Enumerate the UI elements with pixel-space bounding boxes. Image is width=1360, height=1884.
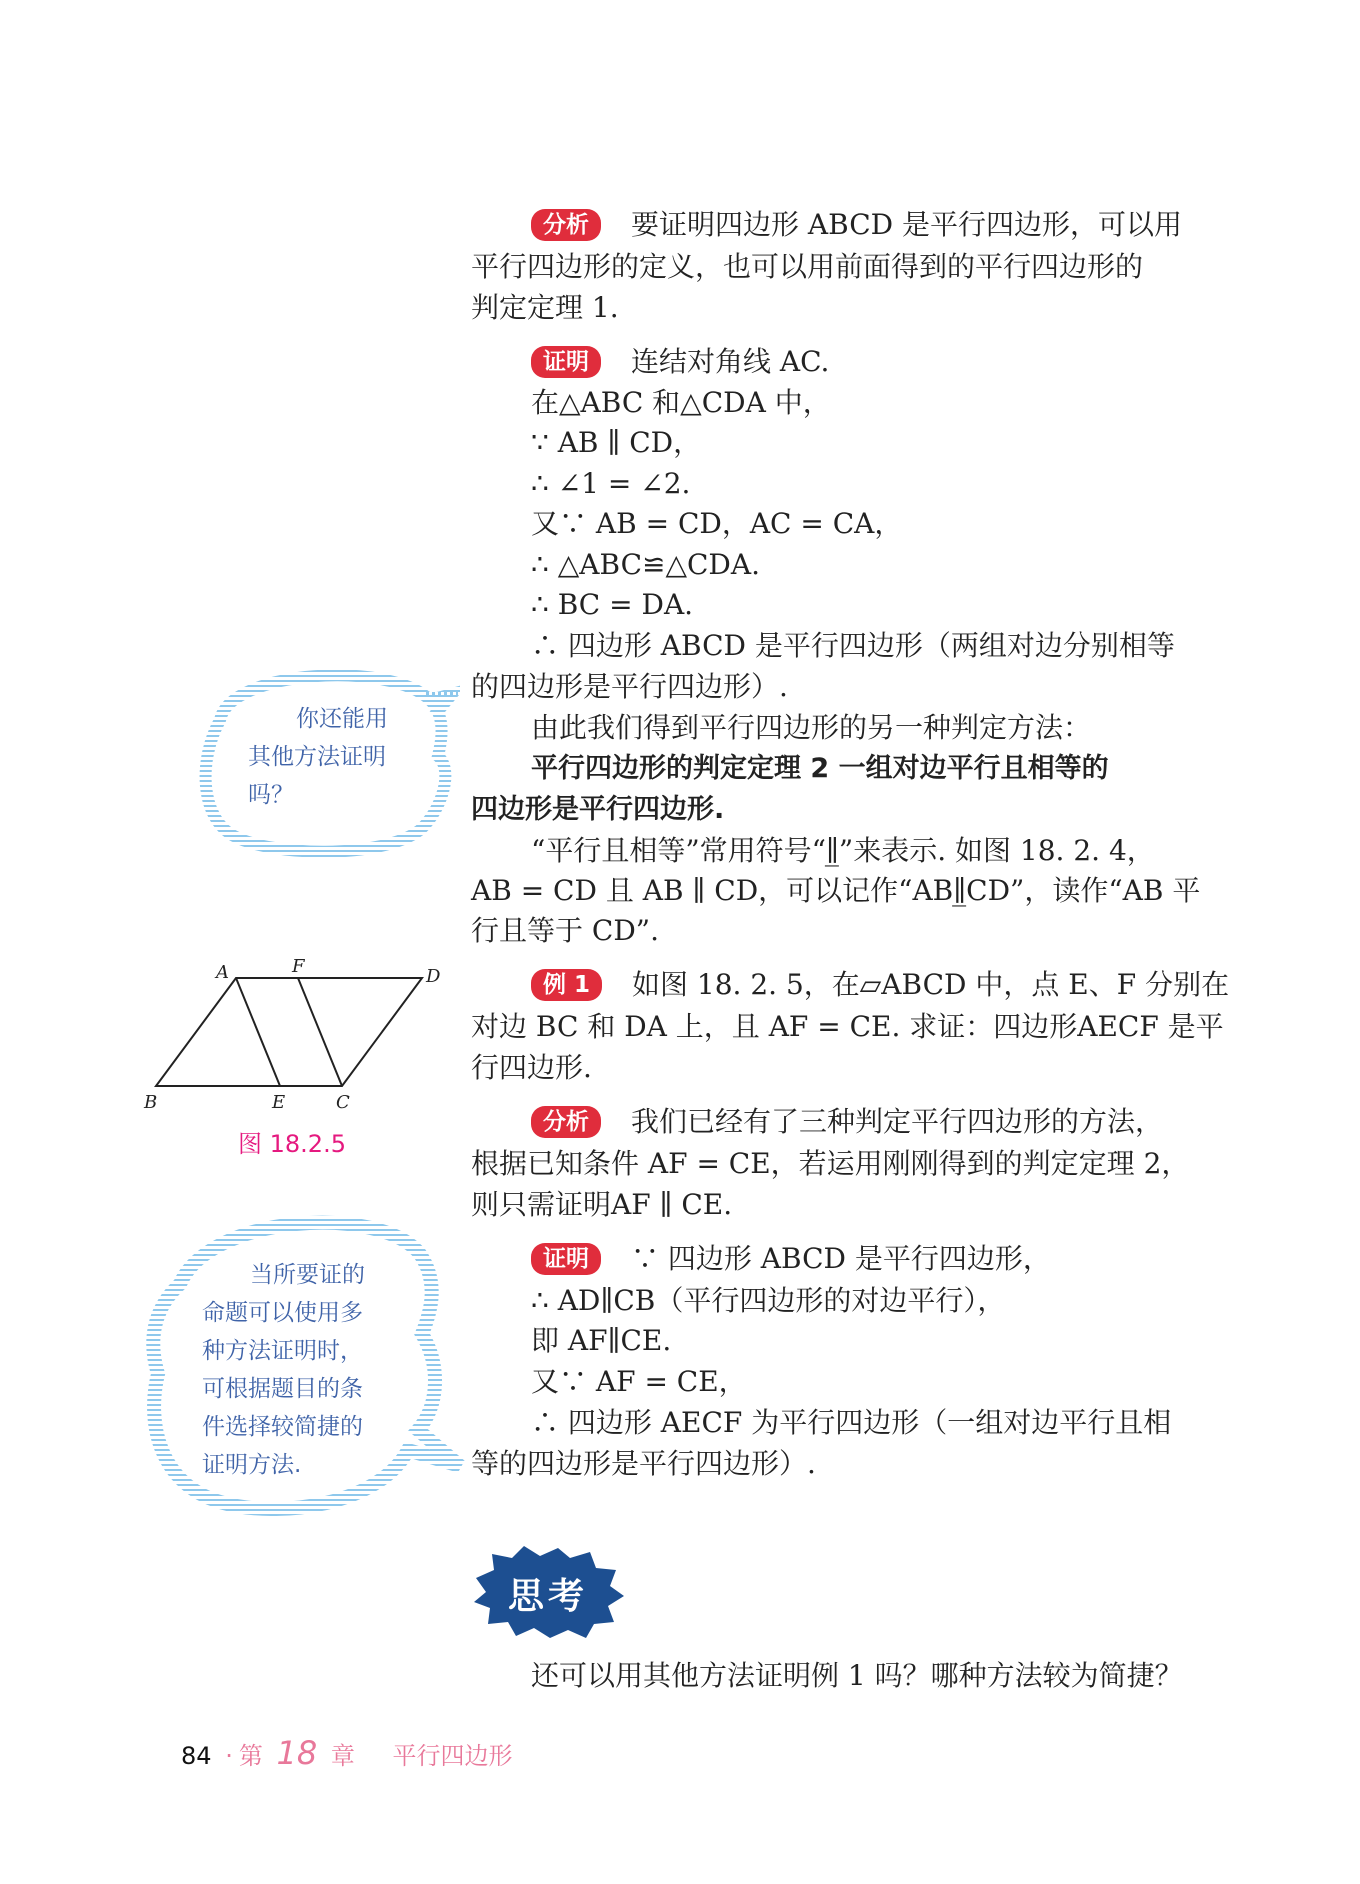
bubble-1-line3: 吗？ xyxy=(248,782,294,808)
symbol-line2: AB = CD 且 AB ∥ CD，可以记作“AB∥̲CD”，读作“AB 平 xyxy=(471,874,1201,907)
example1-line3: 行四边形. xyxy=(471,1051,592,1084)
proof2-text1: ∵ 四边形 ABCD 是平行四边形， xyxy=(631,1242,1051,1275)
chapter-number: 18 xyxy=(276,1734,318,1772)
bubble-2-text xyxy=(202,1256,365,1484)
think-question: 还可以用其他方法证明例 1 吗？哪种方法较为简捷？ xyxy=(531,1659,1183,1692)
proof2-line2: ∴ AD∥CB（平行四边形的对边平行）， xyxy=(531,1284,1006,1317)
theorem2-line2: 四边形是平行四边形. xyxy=(471,794,725,825)
analysis1-text1: 要证明四边形 ABCD 是平行四边形，可以用 xyxy=(631,208,1182,241)
analysis-tag: 分析 xyxy=(531,209,601,241)
analysis2-text1: 我们已经有了三种判定平行四边形的方法， xyxy=(631,1105,1164,1138)
bubble-2-line3: 种方法证明时， xyxy=(202,1338,363,1364)
label-b: B xyxy=(144,1092,158,1113)
label-c: C xyxy=(336,1092,350,1113)
example1-text1: 如图 18. 2. 5，在▱ABCD 中，点 E、F 分别在 xyxy=(632,968,1230,1001)
label-a: A xyxy=(216,962,229,983)
figure-caption: 图 18.2.5 xyxy=(238,1130,346,1158)
symbol-line1: “平行且相等”常用符号“∥̲”来表示. 如图 18. 2. 4， xyxy=(531,834,1155,867)
parallelogram-abcd xyxy=(156,978,422,1086)
chapter-title: 平行四边形 xyxy=(392,1742,513,1770)
footer-dot: · xyxy=(225,1742,233,1770)
bubble-2-line5: 件选择较简捷的 xyxy=(202,1414,363,1440)
bubble-2-line2: 命题可以使用多 xyxy=(202,1300,363,1326)
proof2-line5: ∴ 四边形 AECF 为平行四边形（一组对边平行且相 xyxy=(531,1406,1172,1439)
bubble-2-line1: 当所要证的 xyxy=(250,1262,365,1288)
segment-ae xyxy=(236,978,280,1086)
segment-fc xyxy=(298,978,342,1086)
analysis1-line2: 平行四边形的定义，也可以用前面得到的平行四边形的 xyxy=(471,250,1144,283)
proof1-line3: ∵ AB ∥ CD， xyxy=(531,426,702,459)
bubble-2-line4: 可根据题目的条 xyxy=(202,1376,363,1402)
proof1-line9: 的四边形是平行四边形）. xyxy=(471,670,788,703)
proof1-line8: ∴ 四边形 ABCD 是平行四边形（两组对边分别相等 xyxy=(531,629,1175,662)
page-number: 84 xyxy=(181,1742,212,1770)
analysis2-line1 xyxy=(531,1102,1191,1142)
proof1-line7: ∴ BC = DA. xyxy=(531,588,694,621)
think-label: 思考 xyxy=(508,1576,589,1617)
proof2-line4: 又∵ AF = CE， xyxy=(531,1365,747,1398)
analysis2-line3: 则只需证明AF ∥ CE. xyxy=(471,1188,733,1221)
proof2-line3: 即 AF∥CE. xyxy=(531,1324,672,1357)
proof1-line6: ∴ △ABC≌△CDA. xyxy=(531,548,760,581)
proof1-line4: ∴ ∠1 = ∠2. xyxy=(531,467,691,500)
analysis1-line3: 判定定理 1. xyxy=(471,291,619,324)
label-e: E xyxy=(272,1092,286,1113)
label-d: D xyxy=(426,966,441,987)
example1-line2: 对边 BC 和 DA 上，且 AF = CE. 求证：四边形AECF 是平 xyxy=(471,1010,1224,1043)
chapter-prefix: 第 xyxy=(238,1742,263,1770)
analysis1-line1 xyxy=(531,205,1191,245)
proof1-text1: 连结对角线 AC. xyxy=(631,345,830,378)
proof1-line5: 又∵ AB = CD，AC = CA， xyxy=(531,507,903,540)
bubble-1-text xyxy=(248,700,388,814)
symbol-line3: 行且等于 CD”. xyxy=(471,914,659,947)
example-tag: 例 1 xyxy=(531,969,602,1001)
analysis2-tag: 分析 xyxy=(531,1106,601,1138)
theorem2-line1: 平行四边形的判定定理 2 一组对边平行且相等的 xyxy=(531,753,1109,784)
example1-line1 xyxy=(531,965,1230,1005)
analysis2-line2: 根据已知条件 AF = CE，若运用刚刚得到的判定定理 2， xyxy=(471,1147,1190,1180)
parallelogram-figure xyxy=(140,958,460,1118)
intro-line: 由此我们得到平行四边形的另一种判定方法： xyxy=(531,711,1092,744)
chapter-suffix: 章 xyxy=(330,1742,355,1770)
bubble-2-line6: 证明方法. xyxy=(202,1452,302,1478)
page-footer xyxy=(181,1734,512,1772)
proof1-line1 xyxy=(531,342,1191,382)
proof-tag: 证明 xyxy=(531,346,601,378)
bubble-1-line1: 你还能用 xyxy=(296,706,388,732)
proof2-line1 xyxy=(531,1239,1191,1279)
proof1-line2: 在△ABC 和△CDA 中， xyxy=(531,386,831,419)
bubble-1-line2: 其他方法证明 xyxy=(248,744,386,770)
proof2-line6: 等的四边形是平行四边形）. xyxy=(471,1447,816,1480)
label-f: F xyxy=(292,958,305,977)
proof2-tag: 证明 xyxy=(531,1243,601,1275)
